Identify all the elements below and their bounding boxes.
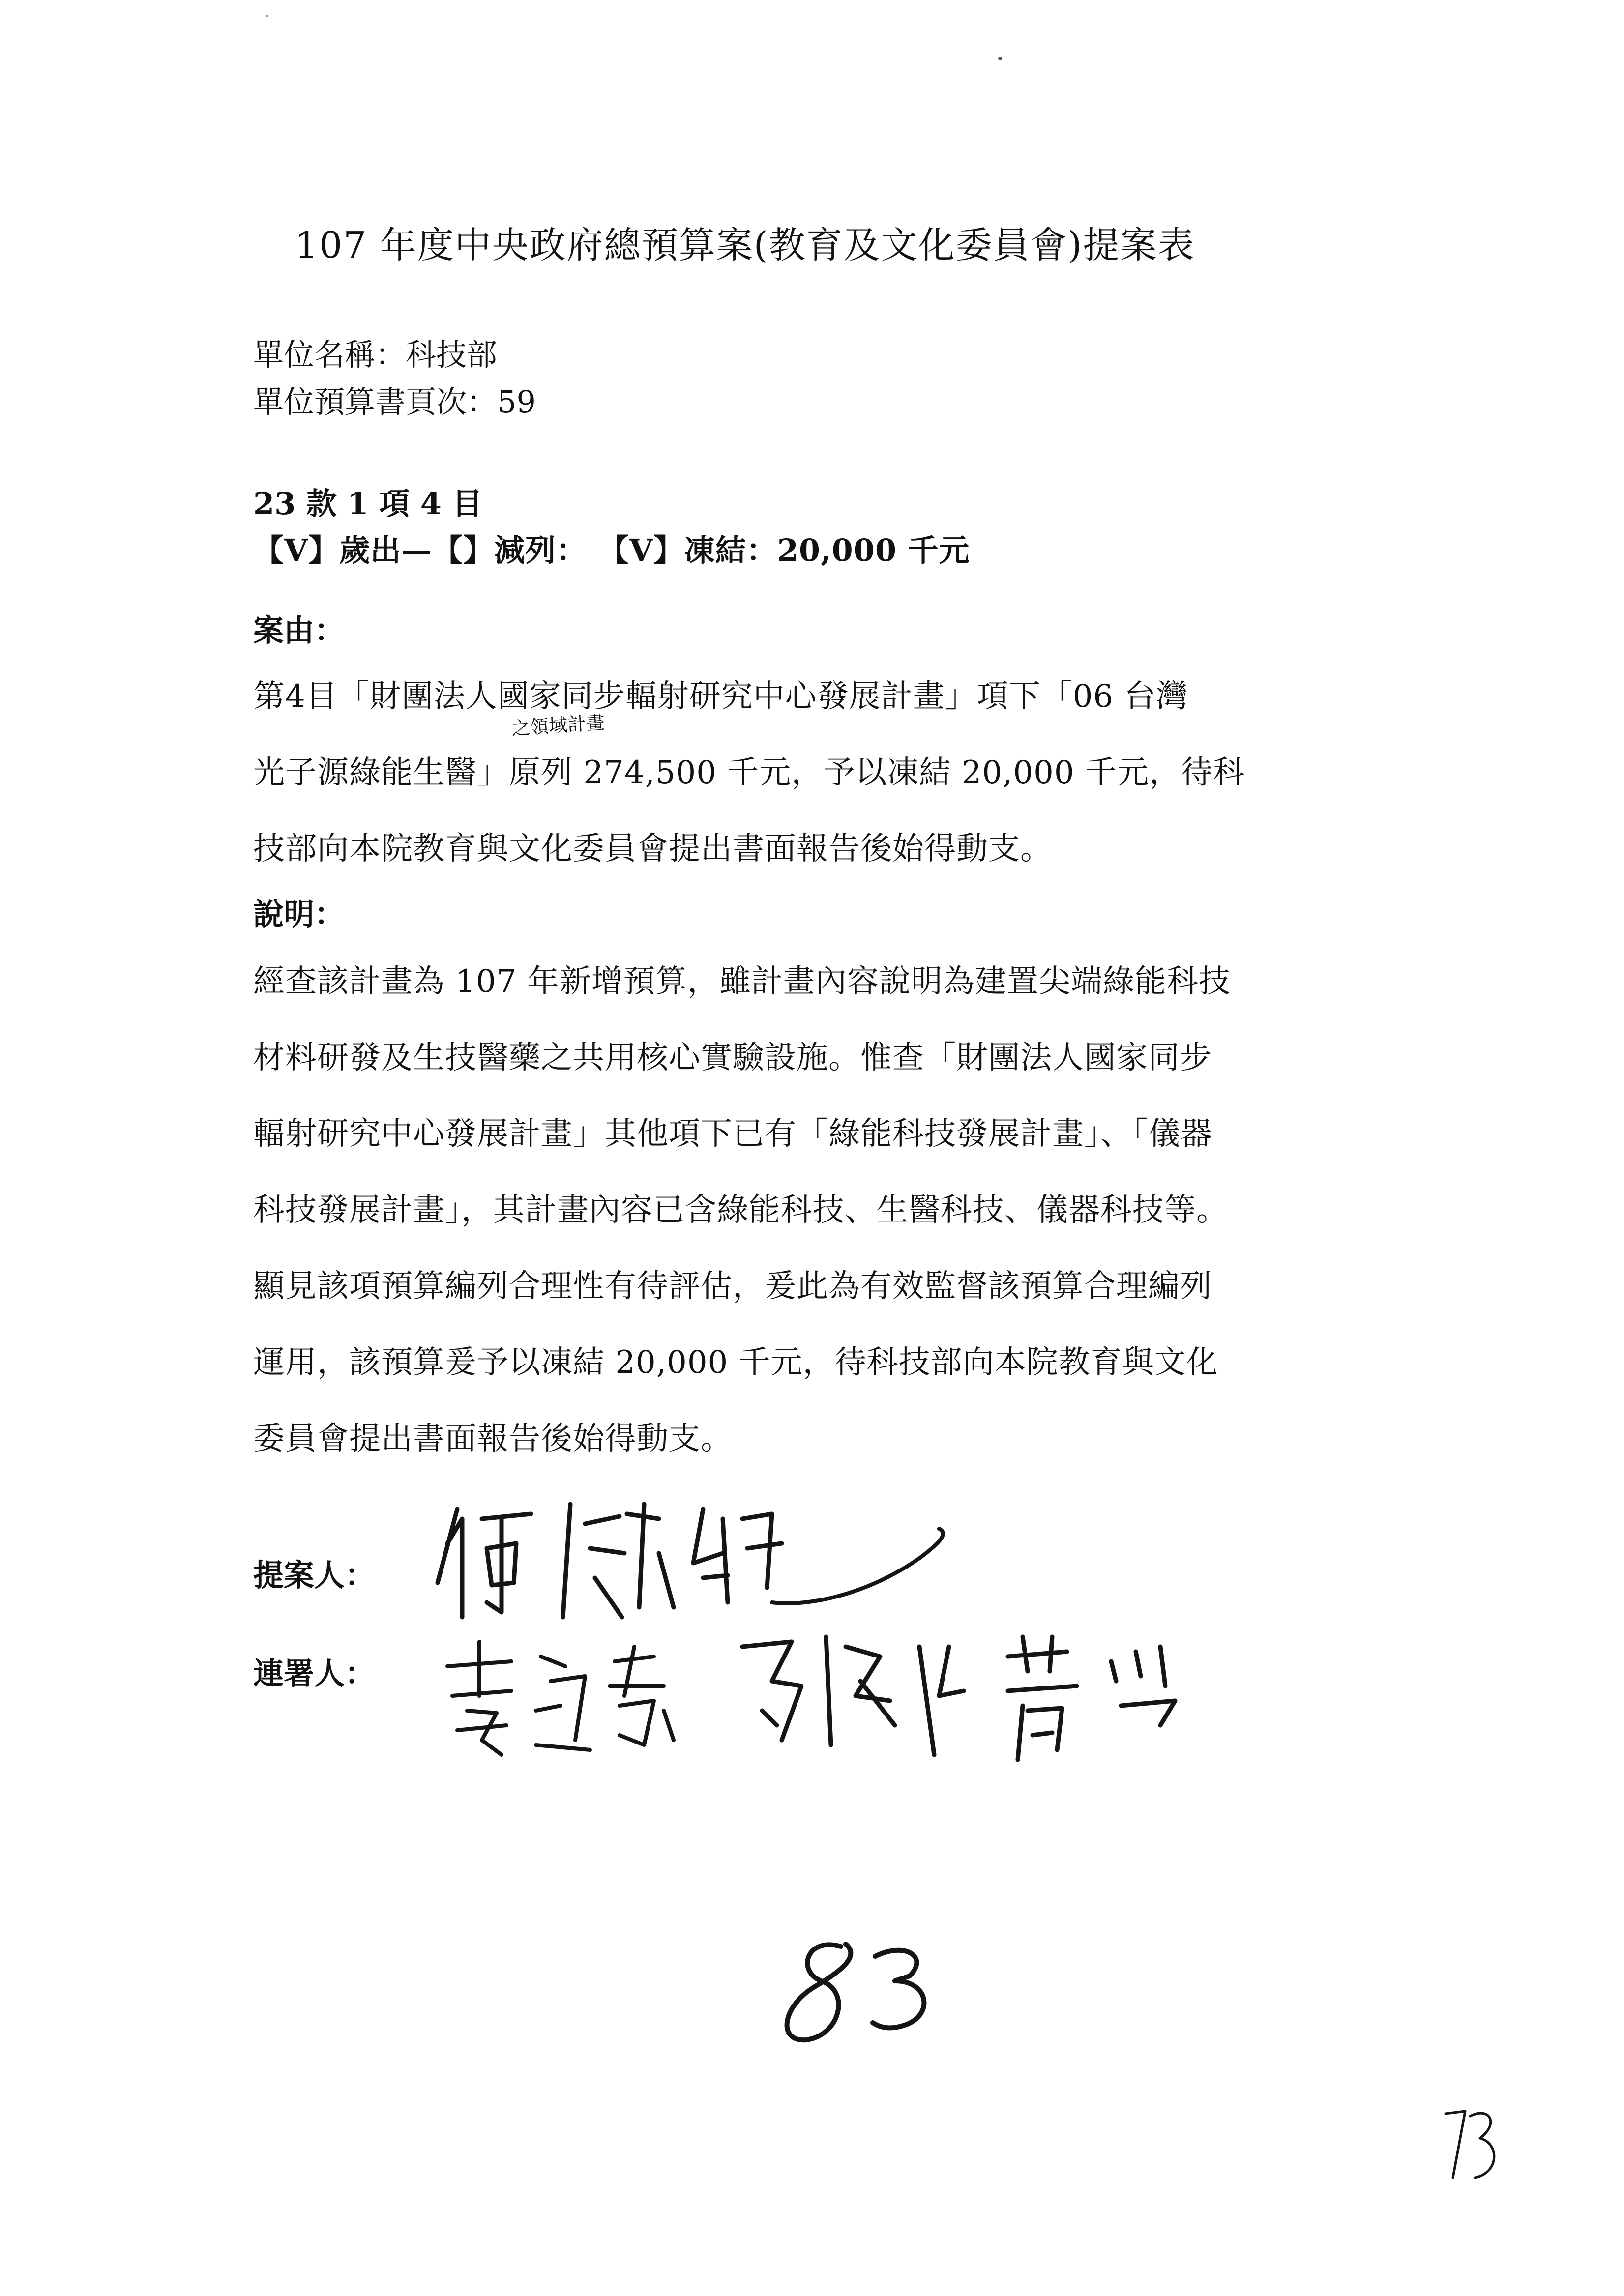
proposer-signature bbox=[428, 1489, 978, 1637]
explanation-line: 輻射研究中心發展計畫」其他項下已有「綠能科技發展計畫」、「儀器 bbox=[253, 1116, 1212, 1152]
explanation-line: 經查該計畫為 107 年新增預算，雖計畫內容說明為建置尖端綠能科技 bbox=[253, 963, 1231, 1000]
cosigner-signatures bbox=[438, 1627, 1249, 1784]
reason-line: 第4目「財團法人國家同步輻射研究中心發展計畫」項下「06 台灣 bbox=[253, 678, 1188, 715]
item-code: 23 款 1 項 4 目 bbox=[253, 486, 483, 522]
cosigner-label: 連署人： bbox=[253, 1656, 376, 1691]
handwritten-corner-mark bbox=[1441, 2104, 1509, 2187]
explanation-line: 運用，該預算爰予以凍結 20,000 千元，待科技部向本院教育與文化 bbox=[253, 1344, 1218, 1381]
reason-body bbox=[253, 659, 1394, 887]
unit-budget-page: 單位預算書頁次：59 bbox=[253, 384, 536, 420]
explanation-line: 委員會提出書面報告後始得動支。 bbox=[253, 1421, 733, 1457]
explanation-line: 科技發展計畫」，其計畫內容已含綠能科技、生醫科技、儀器科技等。 bbox=[253, 1192, 1228, 1228]
explanation-line: 材料研發及生技醫藥之共用核心實驗設施。惟查「財團法人國家同步 bbox=[253, 1040, 1212, 1076]
scan-speck bbox=[998, 57, 1002, 60]
unit-name: 單位名稱：科技部 bbox=[253, 337, 498, 373]
page-number-strokes bbox=[767, 1927, 974, 2055]
document-title: 107 年度中央政府總預算案(教育及文化委員會)提案表 bbox=[295, 224, 1195, 266]
handwritten-page-number bbox=[767, 1927, 974, 2055]
scan-speck bbox=[266, 15, 268, 17]
corner-mark-strokes bbox=[1441, 2104, 1509, 2187]
reason-line: 光子源綠能生醫」原列 274,500 千元，予以凍結 20,000 千元，待科 bbox=[253, 755, 1245, 791]
proposer-label: 提案人： bbox=[253, 1557, 376, 1593]
reason-line: 技部向本院教育與文化委員會提出書面報告後始得動支。 bbox=[253, 831, 1052, 867]
explanation-heading: 說明： bbox=[253, 896, 345, 932]
explanation-line: 顯見該項預算編列合理性有待評估，爰此為有效監督該預算合理編列 bbox=[253, 1268, 1212, 1305]
action-line: 【V】歲出—【】減列： 【V】凍結：20,000 千元 bbox=[253, 532, 970, 568]
explanation-body bbox=[253, 944, 1394, 1477]
reason-heading: 案由： bbox=[253, 612, 345, 648]
handwritten-annotation: 之領域計畫 bbox=[510, 711, 606, 740]
